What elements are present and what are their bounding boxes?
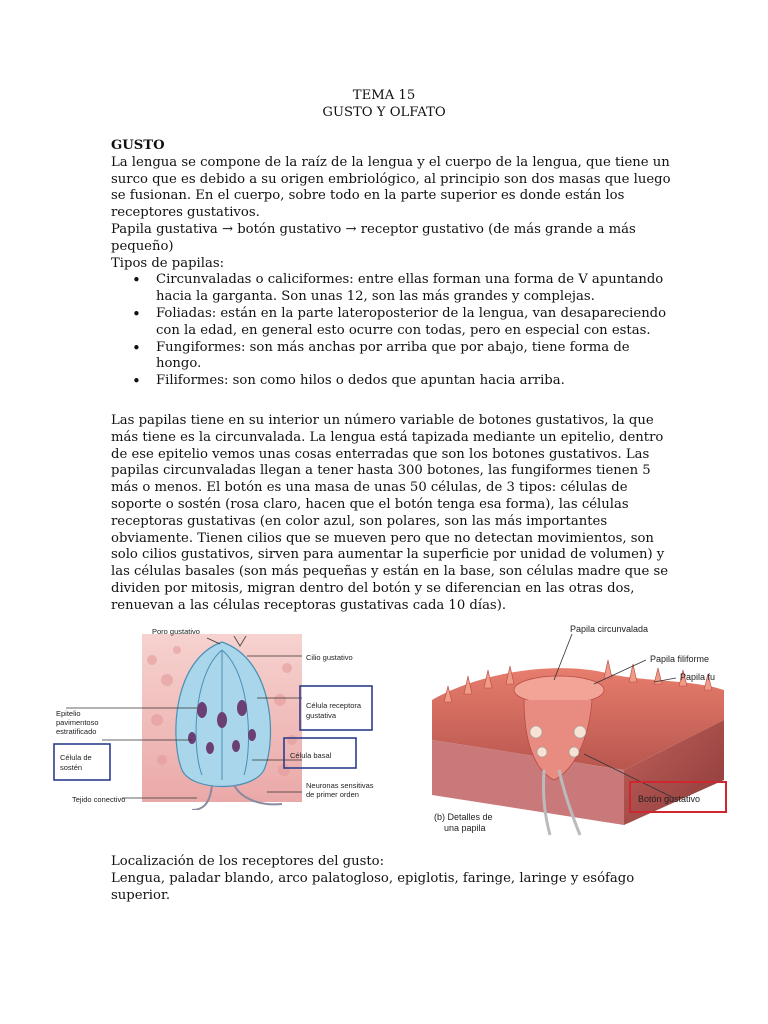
- receptora-label-2: gustativa: [306, 711, 337, 720]
- basal-label: Célula basal: [290, 751, 332, 760]
- circunvalada-label: Papila circunvalada: [570, 624, 649, 634]
- localizacion-label: Localización de los receptores del gusto:: [111, 854, 385, 869]
- papila-hierarchy-line: Papila gustativa → botón gustativo → receptor gustativo (de más grande a más pequeño): [111, 221, 636, 254]
- detalles-label-2: una papila: [444, 823, 486, 833]
- sosten-label-2: sostén: [60, 763, 83, 772]
- cilio-label: Cilio gustativo: [306, 653, 353, 662]
- taste-bud-diagram: [52, 620, 382, 810]
- receptora-label-1: Célula receptora: [306, 701, 362, 710]
- boton-label: Botón gustativo: [638, 794, 701, 804]
- document-title: [0, 88, 768, 122]
- botones-paragraph: Las papilas tiene en su interior un número variable de botones gustativos, la que más tiene es la circunvalada. La lengua está tapizada mediante un epitelio, dentro de ese epitelio vemos unas cosas enterradas que son los botones gustativos. Las papilas circunvaladas llegan a tener hasta 300 botones, las fungiformes tienen 5 más o menos. El botón es una masa de unas 50 células, de 3 tipos: células de soporte o sostén (rosa claro, hacen que el botón tenga esa forma), las células receptoras gustativas (en color azul, son polares, son las más importantes obviamente. Tienen cilios que se mueven pero que no detectan movimientos, son solo cilios gustativos, sirven para aumentar la superficie por unidad de volumen) y las células basales (son más pequeñas y están en la base, son células madre que se dividen por mitosis, migran dentro del botón y se diferencian en las otras dos, renuevan a las células receptoras gustativas cada 10 días).: [111, 413, 669, 613]
- list-item: • Filiformes: son como hilos o dedos que apuntan hacia arriba.: [111, 373, 671, 390]
- epitelio-label-3: estratificado: [56, 727, 97, 736]
- sosten-label-1: Célula de: [60, 753, 92, 762]
- poro-label: Poro gustativo: [152, 627, 200, 636]
- detalles-label-1: (b) Detalles de: [434, 812, 493, 822]
- gusto-section: [111, 138, 671, 390]
- epitelio-label-1: Epitelio: [56, 709, 81, 718]
- topic-number: TEMA 15: [352, 88, 416, 103]
- gusto-intro-paragraph: La lengua se compone de la raíz de la lengua y el cuerpo de la lengua, que tiene un surco que es debido a su origen embriológico, al principio son dos masas que luego se fusionan. En el cuerpo, sobre todo en la parte superior es donde están los receptores gustativos.: [111, 154, 671, 221]
- list-item: • Foliadas: están en la parte lateroposterior de la lengua, van desapareciendo con la edad, en general esto ocurre con todas, pero en especial con estas.: [111, 306, 671, 340]
- topic-title: GUSTO Y OLFATO: [322, 105, 446, 120]
- tejido-label: Tejido conectivo: [72, 795, 126, 804]
- neuronas-label-2: de primer orden: [306, 790, 359, 799]
- fungiforme-label: Papila fu: [680, 672, 716, 682]
- figures-row: [52, 620, 732, 845]
- papila-types-list: [111, 272, 671, 390]
- epitelio-label-2: pavimentoso: [56, 718, 99, 727]
- sosten-box: [54, 744, 110, 780]
- papila-types-label: Tipos de papilas:: [111, 255, 225, 271]
- papila-diagram: [424, 620, 732, 845]
- localizacion-section: [111, 854, 671, 904]
- localizacion-text: Lengua, paladar blando, arco palatogloso, epiglotis, faringe, laringe y esófago superior.: [111, 870, 635, 903]
- gusto-heading: GUSTO: [111, 138, 165, 153]
- neuronas-label-1: Neuronas sensitivas: [306, 781, 374, 790]
- filiforme-label: Papila filiforme: [650, 654, 710, 664]
- tongue-block: [432, 660, 724, 835]
- list-item: • Circunvaladas o caliciformes: entre ellas forman una forma de V apuntando hacia la garganta. Son unas 12, son las más grandes y complejas.: [111, 272, 671, 306]
- list-item: • Fungiformes: son más anchas por arriba que por abajo, tiene forma de hongo.: [111, 340, 671, 374]
